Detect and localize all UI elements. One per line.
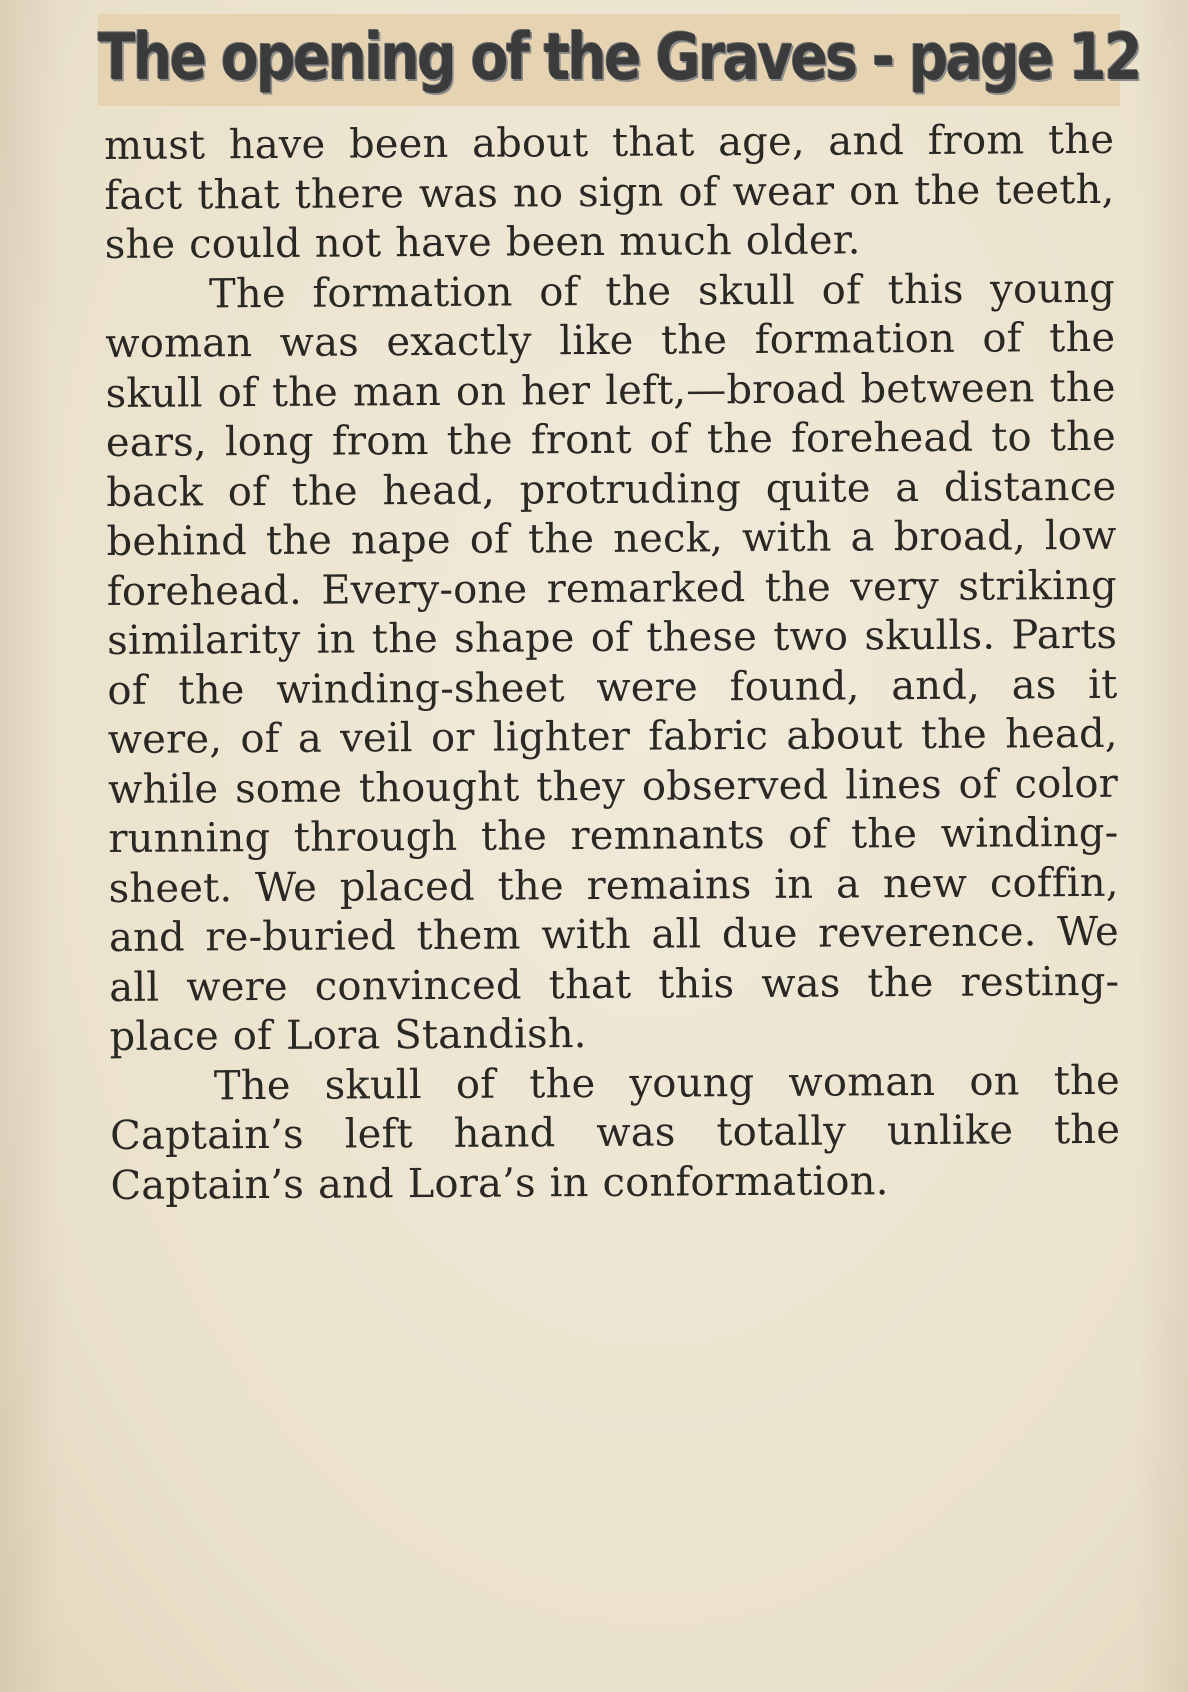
paragraph-skull-formation: The formation of the skull of this young woman was exactly like the formation of the skull of the man on her left,—broad between the ears, long from the front of the forehead to the back of the head, protruding quite a distance behind the nape of the neck, with a broad, low forehead. Every-one remarked the very striking similarity in the shape of these two skulls. Parts of the winding-sheet were found, and, as it were, of a veil or lighter fabric about the head, while some thought they observed lines of color running through the remnants of the winding-sheet. We placed the remains in a new coffin, and re-buried them with all due reverence. We all were convinced that this was the resting-place of Lora Standish.: [105, 265, 1120, 1060]
paragraph-captain-left-skull: The skull of the young woman on the Captain’s left hand was totally unlike the Captain’s and Lora’s in conformation.: [110, 1057, 1121, 1209]
page-title: The opening of the Graves - page 12: [98, 21, 1140, 95]
paragraph-continued: must have been about that age, and from the fact that there was no sign of wear on the teeth, she could not have been much older.: [104, 116, 1115, 268]
page-body: [104, 116, 1121, 1211]
